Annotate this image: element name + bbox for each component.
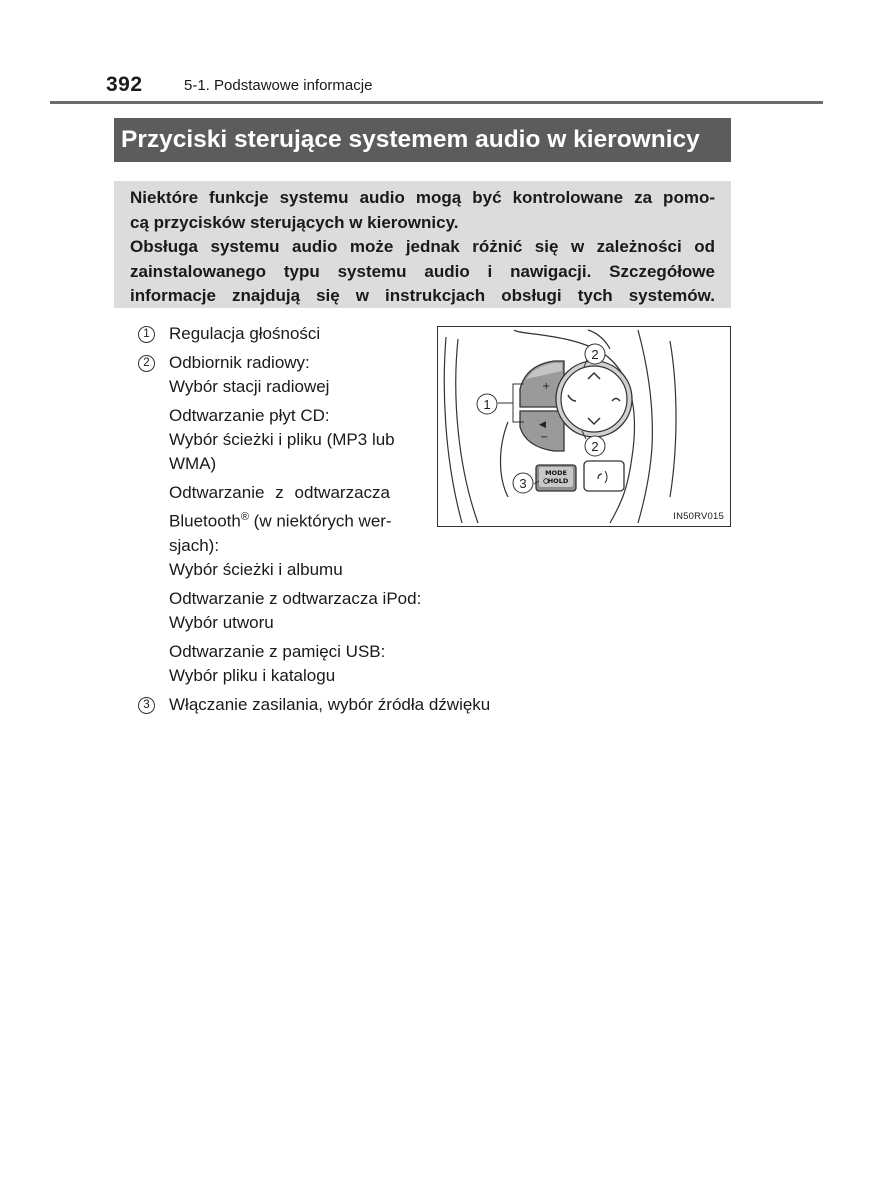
minus-glyph: −	[540, 432, 549, 443]
sub-line: Wybór stacji radiowej	[169, 377, 330, 396]
steering-wheel-illustration	[438, 327, 732, 528]
sub-line: Wybór pliku i katalogu	[169, 665, 336, 685]
item-text: Regulacja głośności	[169, 324, 321, 343]
info-p1-line2: cą przycisków sterujących w kierownicy.	[130, 212, 459, 232]
section-title: Przyciski sterujące systemem audio w kierownicy	[114, 118, 731, 162]
sub-item	[169, 375, 438, 399]
sub-text: (w niektórych wer-	[248, 511, 392, 531]
svg-text:2: 2	[591, 439, 599, 454]
mode-label: MODE	[545, 469, 567, 477]
list-item	[138, 322, 438, 346]
seek-controller	[556, 361, 632, 437]
sub-item	[169, 587, 438, 635]
sub-line: Odtwarzanie z pamięci USB:	[169, 641, 386, 661]
item-text: Odbiornik radiowy:	[169, 353, 310, 372]
sub-line	[169, 505, 390, 534]
item-number-3: 3	[138, 697, 155, 714]
sub-line: Odtwarzanie z odtwarzacza	[169, 483, 390, 502]
callout-1	[477, 394, 497, 414]
sub-line: sjach):	[169, 535, 220, 555]
sub-item	[169, 481, 390, 582]
sub-line: Wybór ścieżki i pliku (MP3 lub	[169, 430, 395, 449]
voice-command-icon	[584, 461, 624, 491]
mode-button	[536, 465, 576, 491]
sub-item	[169, 640, 438, 688]
item-number-1: 1	[138, 326, 155, 343]
info-p2-line2: zainstalowanego typu systemu audio i nawigacji. Szczegółowe	[130, 261, 715, 281]
section-reference: 5-1. Podstawowe informacje	[184, 77, 373, 94]
steering-wheel-controls-figure	[437, 326, 731, 527]
info-p2-line3: informacje znajdują się w instrukcjach obsługi tych systemów.	[130, 286, 715, 305]
volume-down-icon	[520, 411, 564, 451]
sub-item	[169, 404, 438, 476]
item-number-2: 2	[138, 355, 155, 372]
bluetooth-text: Bluetooth	[169, 511, 241, 531]
figure-code: IN50RV015	[673, 511, 724, 522]
callout-2-top	[585, 344, 605, 364]
info-p2-line1: Obsługa systemu audio może jednak różnić się w zależności od	[130, 237, 715, 256]
sub-line: Wybór utworu	[169, 612, 274, 632]
info-paragraph-1	[130, 186, 715, 235]
sub-line: WMA)	[169, 454, 217, 473]
control-list	[138, 322, 491, 722]
hold-label: HOLD	[547, 477, 569, 485]
callout-3	[513, 473, 533, 493]
svg-text:◀: ◀	[539, 420, 546, 430]
sub-line: Odtwarzanie płyt CD:	[169, 406, 330, 425]
sub-line: Wybór ścieżki i albumu	[169, 559, 343, 579]
plus-glyph: +	[542, 381, 551, 392]
info-p1-line1: Niektóre funkcje systemu audio mogą być kontrolowane za pomo-	[130, 188, 715, 207]
list-item	[138, 693, 491, 717]
list-item	[138, 351, 438, 688]
svg-text:1: 1	[483, 397, 491, 412]
registered-mark: ®	[240, 511, 249, 523]
sub-line: Odtwarzanie z odtwarzacza iPod:	[169, 588, 422, 608]
header-divider	[50, 101, 823, 104]
info-box	[114, 181, 731, 308]
svg-text:2: 2	[591, 347, 599, 362]
page-number: 392	[106, 73, 143, 96]
svg-text:3: 3	[519, 476, 527, 491]
callout-2-bottom	[585, 436, 605, 456]
item-text: Włączanie zasilania, wybór źródła dźwięku	[169, 694, 491, 714]
info-paragraph-2	[130, 235, 715, 309]
